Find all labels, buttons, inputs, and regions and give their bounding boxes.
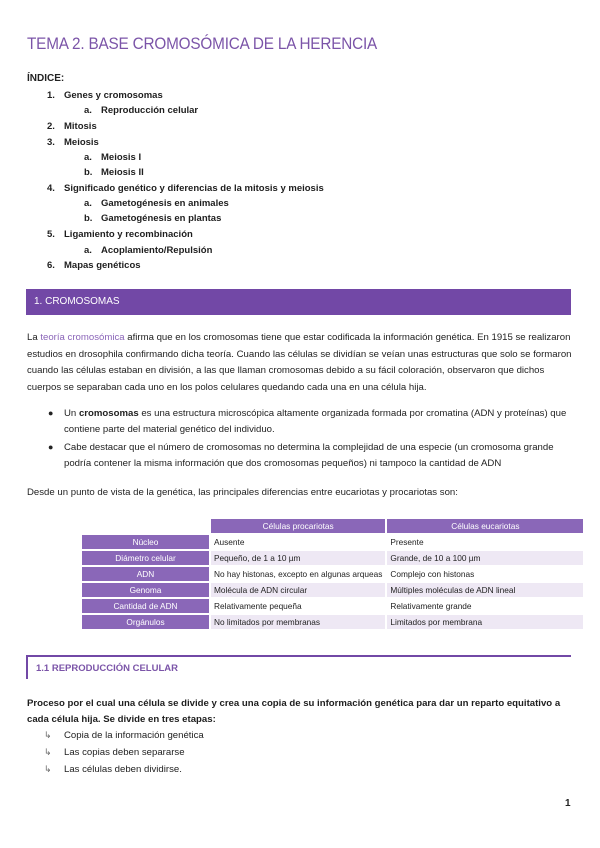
index-subitem-1a [84, 105, 198, 116]
step-text: Las células deben dividirse. [64, 764, 182, 775]
table-cell: Múltiples moléculas de ADN lineal [387, 583, 583, 597]
index-subitem-3b [84, 167, 144, 178]
table-intro: Desde un punto de vista de la genética, las principales diferencias entre eucariotas y procariotas son: [27, 487, 458, 498]
page-title: TEMA 2. BASE CROMOSÓMICA DE LA HERENCIA [27, 34, 378, 53]
para-prefix: La [27, 332, 41, 343]
process-lead: Proceso por el cual una célula se divide y crea una copia de su información genética para dar un reparto equitativo a cada célula hija. Se divide en tres etapas: [27, 698, 561, 725]
index-label: Gametogénesis en plantas [101, 213, 222, 224]
arrow-hook-icon: ↳ [44, 730, 52, 740]
bullet-text: Cabe destacar que el número de cromosomas no determina la complejidad de una especie (un cromosoma grande podría contener la misma información que dos cromosomas pequeños) ni tampoco la cantidad de ADN [64, 442, 554, 469]
index-letter: a. [84, 198, 92, 209]
table-cell: No limitados por membranas [211, 615, 385, 629]
index-number: 3. [47, 137, 55, 148]
step-text: Copia de la información genética [64, 730, 204, 741]
para-body: afirma que en los cromosomas tiene que estar codificada la información genética. En 1915 se realizaron estudios en drosophila confirmando dicha teoría. Cuando las células se dividían se veían unas estructuras que solo se formaron cuando las células estaban en división, a las que llaman cromosomas debido a su fácil coloración, observaron que dichos cuerpos se separaban cada uno en los polos celulares quedando cada una en una célula hija. [27, 332, 572, 393]
list-item [44, 761, 204, 778]
index-label: Genes y cromosomas [64, 90, 163, 101]
index-item-5 [47, 229, 193, 240]
section-heading-cromosomas: 1. CROMOSOMAS [26, 289, 571, 315]
table-cell: Pequeño, de 1 a 10 µm [211, 551, 385, 565]
index-subitem-3a [84, 152, 141, 163]
index-label: Mitosis [64, 121, 97, 132]
bullet-bold-term: cromosomas [78, 408, 139, 419]
bullet-list [48, 406, 570, 474]
bullet-text: es una estructura microscópica altamente organizada formada por cromatina (ADN y proteínas) que contiene parte del material genético del individuo. [64, 408, 567, 435]
section-heading-reproduccion: 1.1 REPRODUCCIÓN CELULAR [26, 655, 571, 679]
index-heading: ÍNDICE: [27, 73, 65, 84]
row-header: Genoma [82, 583, 209, 597]
index-label: Significado genético y diferencias de la mitosis y meiosis [64, 183, 324, 194]
index-item-4 [47, 183, 324, 194]
table-header-row [82, 519, 583, 533]
step-text: Las copias deben separarse [64, 747, 185, 758]
index-label: Meiosis [64, 137, 99, 148]
bullet-prefix: Un [64, 408, 79, 419]
arrow-hook-icon: ↳ [44, 764, 52, 774]
row-header: Diámetro celular [82, 551, 209, 565]
table-row [82, 551, 583, 565]
index-label: Acoplamiento/Repulsión [101, 245, 213, 256]
index-label: Meiosis II [101, 167, 144, 178]
table-cell: No hay histonas, excepto en algunas arqueas [211, 567, 385, 581]
index-label: Reproducción celular [101, 105, 199, 116]
table-cell: Relativamente grande [387, 599, 583, 613]
table-cell: Relativamente pequeña [211, 599, 385, 613]
index-item-1 [47, 90, 163, 101]
table-row [82, 615, 583, 629]
index-letter: a. [84, 152, 92, 163]
col-header-eucariotas: Células eucariotas [387, 519, 583, 533]
index-subitem-5a [84, 245, 212, 256]
list-item [44, 744, 204, 761]
table-cell: Limitados por membrana [387, 615, 583, 629]
index-item-3 [47, 137, 99, 148]
table-cell: Complejo con histonas [387, 567, 583, 581]
row-header: ADN [82, 567, 209, 581]
table-cell: Molécula de ADN circular [211, 583, 385, 597]
index-letter: b. [84, 213, 93, 224]
page-number: 1 [565, 798, 571, 809]
bullet-item [48, 440, 570, 471]
list-item [44, 727, 204, 744]
index-number: 6. [47, 260, 55, 271]
table-row [82, 583, 583, 597]
index-number: 4. [47, 183, 55, 194]
table-cell: Grande, de 10 a 100 µm [387, 551, 583, 565]
index-label: Gametogénesis en animales [101, 198, 229, 209]
table-cell: Ausente [211, 535, 385, 549]
table-corner [82, 519, 209, 533]
index-number: 2. [47, 121, 55, 132]
index-item-6 [47, 260, 141, 271]
index-subitem-4a [84, 198, 229, 209]
table-row [82, 567, 583, 581]
col-header-procariotas: Células procariotas [211, 519, 385, 533]
row-header: Cantidad de ADN [82, 599, 209, 613]
steps-list [44, 727, 204, 778]
bullet-dot-icon: ● [48, 408, 54, 418]
index-letter: a. [84, 245, 92, 256]
arrow-hook-icon: ↳ [44, 747, 52, 757]
index-subitem-4b [84, 213, 221, 224]
bullet-item [48, 406, 570, 437]
table-cell: Presente [387, 535, 583, 549]
row-header: Núcleo [82, 535, 209, 549]
table-row [82, 599, 583, 613]
intro-paragraph [27, 330, 572, 396]
index-label: Meiosis I [101, 152, 142, 163]
index-item-2 [47, 121, 97, 132]
comparison-table [80, 517, 585, 631]
row-header: Orgánulos [82, 615, 209, 629]
bullet-dot-icon: ● [48, 442, 54, 452]
table-row [82, 535, 583, 549]
index-letter: b. [84, 167, 93, 178]
index-label: Ligamiento y recombinación [64, 229, 193, 240]
teoria-cromosomica-link[interactable]: teoría cromosómica [40, 332, 125, 343]
index-letter: a. [84, 105, 92, 116]
index-number: 5. [47, 229, 55, 240]
index-number: 1. [47, 90, 55, 101]
index-label: Mapas genéticos [64, 260, 141, 271]
